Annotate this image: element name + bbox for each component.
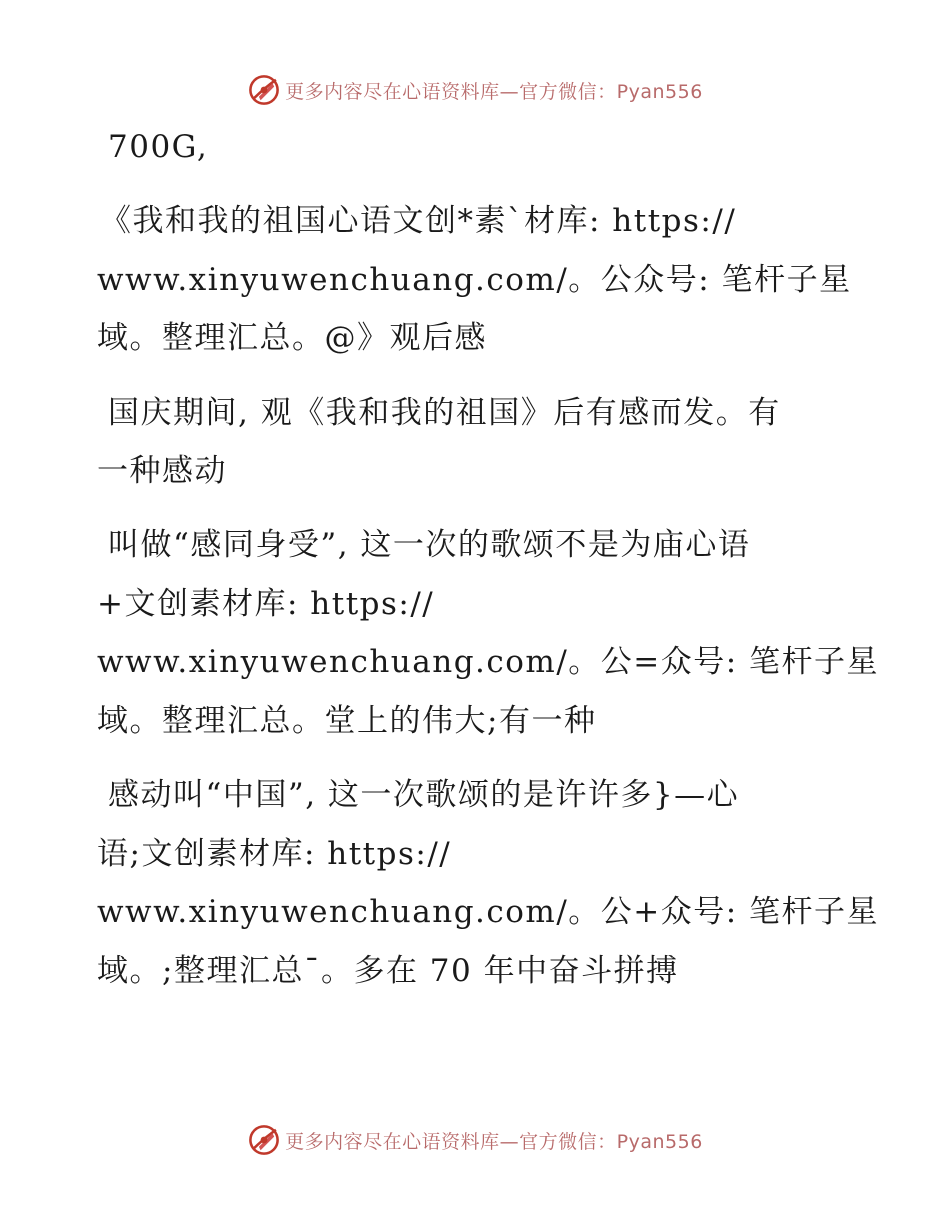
- text-line: 域。;整理汇总¯。多在 70 年中奋斗拼搏: [97, 953, 679, 989]
- text-line: 域。整理汇总。堂上的伟大;有一种: [97, 703, 597, 739]
- header-banner-text: 更多内容尽在心语资料库—官方微信：Pyan556: [285, 80, 703, 103]
- footer-banner-text: 更多内容尽在心语资料库—官方微信：Pyan556: [285, 1130, 703, 1153]
- footer-banner: [0, 1120, 950, 1160]
- text-line: 叫做“感同身受”, 这一次的歌颂不是为庙心语: [108, 527, 751, 563]
- logo-icon: [247, 1123, 281, 1157]
- text-line: 语;文创素材库: https://: [97, 836, 452, 872]
- logo-icon: [247, 73, 281, 107]
- text-line: +文创素材库: https://: [97, 586, 435, 622]
- text-line: 国庆期间, 观《我和我的祖国》后有感而发。有: [108, 395, 781, 431]
- text-line: www.xinyuwenchuang.com/。公+众号: 笔杆子星: [97, 894, 880, 930]
- text-line: 感动叫“中国”, 这一次歌颂的是许许多}—心: [108, 777, 740, 813]
- text-line: www.xinyuwenchuang.com/。公众号: 笔杆子星: [97, 262, 852, 298]
- text-line: 域。整理汇总。@》观后感: [97, 320, 487, 356]
- text-line: 一种感动: [97, 453, 227, 489]
- text-line: www.xinyuwenchuang.com/。公=众号: 笔杆子星: [97, 644, 880, 680]
- text-line: 《我和我的祖国心语文创*素`材库: https://: [100, 203, 737, 239]
- text-line: 700G,: [108, 129, 209, 165]
- header-banner: [0, 70, 950, 110]
